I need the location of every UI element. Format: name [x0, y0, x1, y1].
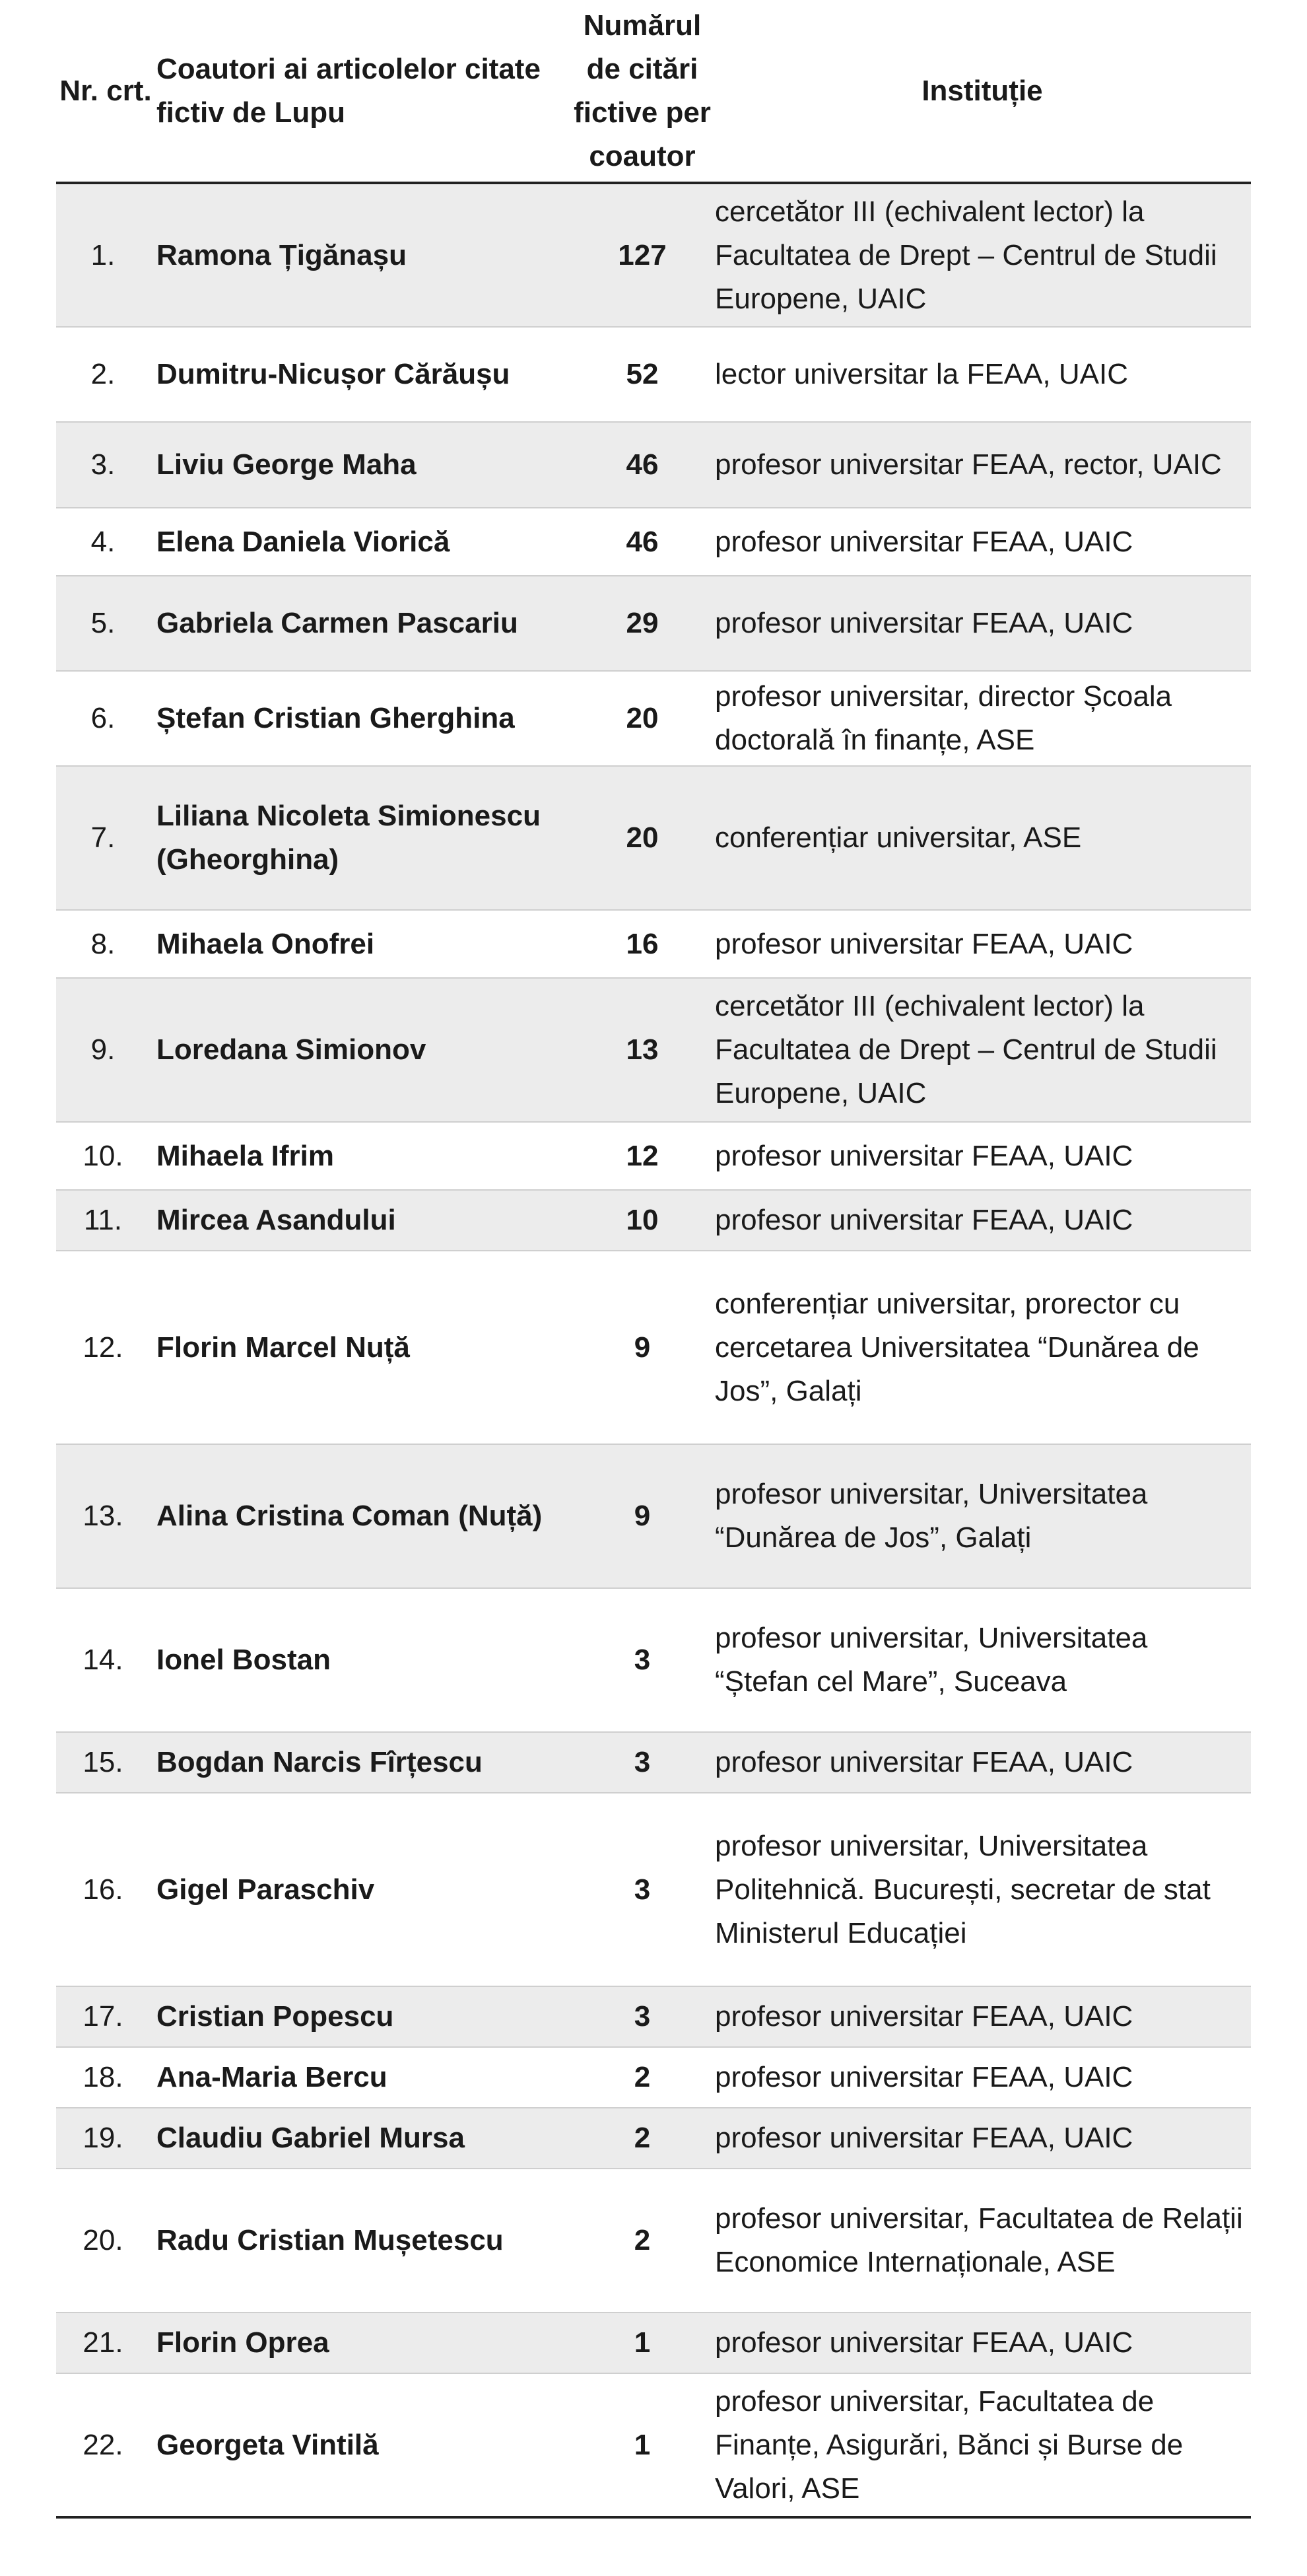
row-number: 11.	[56, 1190, 155, 1251]
table-row	[56, 1251, 1251, 1444]
table-row	[56, 2108, 1251, 2169]
institution-text: profesor universitar FEAA, UAIC	[714, 576, 1251, 671]
row-number: 7.	[56, 766, 155, 910]
institution-text: profesor universitar FEAA, UAIC	[714, 2313, 1251, 2373]
citation-count: 2	[571, 2047, 714, 2108]
row-number: 3.	[56, 422, 155, 508]
row-number: 8.	[56, 910, 155, 978]
row-number: 13.	[56, 1444, 155, 1588]
citation-count: 12	[571, 1122, 714, 1190]
institution-text: profesor universitar, Universitatea Politehnică. București, secretar de stat Ministerul Educației	[714, 1793, 1251, 1986]
row-number: 19.	[56, 2108, 155, 2169]
table-row	[56, 910, 1251, 978]
coauthor-name: Dumitru-Nicușor Cărăușu	[155, 327, 571, 422]
row-number: 12.	[56, 1251, 155, 1444]
institution-text: profesor universitar FEAA, rector, UAIC	[714, 422, 1251, 508]
citation-count: 46	[571, 422, 714, 508]
coauthor-name: Ștefan Cristian Gherghina	[155, 671, 571, 766]
institution-text: profesor universitar FEAA, UAIC	[714, 2108, 1251, 2169]
institution-text: profesor universitar FEAA, UAIC	[714, 1190, 1251, 1251]
table-header	[56, 0, 1251, 183]
header-row	[56, 0, 1251, 183]
row-number: 4.	[56, 508, 155, 576]
coauthor-name: Ramona Țigănașu	[155, 183, 571, 327]
citation-count: 29	[571, 576, 714, 671]
table-row	[56, 1190, 1251, 1251]
citation-count: 20	[571, 766, 714, 910]
coauthor-name: Ana-Maria Bercu	[155, 2047, 571, 2108]
row-number: 9.	[56, 978, 155, 1122]
header-institution: Instituție	[714, 0, 1251, 183]
institution-text: profesor universitar FEAA, UAIC	[714, 2047, 1251, 2108]
table-row	[56, 1986, 1251, 2047]
table-row	[56, 1732, 1251, 1793]
table-row	[56, 1122, 1251, 1190]
table-row	[56, 422, 1251, 508]
row-number: 1.	[56, 183, 155, 327]
institution-text: conferențiar universitar, prorector cu cercetarea Universitatea “Dunărea de Jos”, Galați	[714, 1251, 1251, 1444]
citation-count: 3	[571, 1588, 714, 1732]
table-row	[56, 183, 1251, 327]
coauthor-name: Ionel Bostan	[155, 1588, 571, 1732]
citation-count: 3	[571, 1793, 714, 1986]
citation-count: 20	[571, 671, 714, 766]
coauthor-name: Bogdan Narcis Fîrțescu	[155, 1732, 571, 1793]
coauthor-name: Gigel Paraschiv	[155, 1793, 571, 1986]
citation-count: 9	[571, 1251, 714, 1444]
institution-text: profesor universitar FEAA, UAIC	[714, 1986, 1251, 2047]
citation-count: 13	[571, 978, 714, 1122]
row-number: 15.	[56, 1732, 155, 1793]
institution-text: cercetător III (echivalent lector) la Facultatea de Drept – Centrul de Studii Europene, UAIC	[714, 978, 1251, 1122]
coauthors-table	[56, 0, 1251, 2519]
row-number: 17.	[56, 1986, 155, 2047]
table-row	[56, 327, 1251, 422]
table-row	[56, 671, 1251, 766]
row-number: 2.	[56, 327, 155, 422]
coauthor-name: Georgeta Vintilă	[155, 2373, 571, 2517]
table-row	[56, 2169, 1251, 2313]
institution-text: lector universitar la FEAA, UAIC	[714, 327, 1251, 422]
table-row	[56, 1588, 1251, 1732]
row-number: 14.	[56, 1588, 155, 1732]
citation-count: 46	[571, 508, 714, 576]
institution-text: profesor universitar, Facultatea de Relații Economice Internaționale, ASE	[714, 2169, 1251, 2313]
coauthor-name: Florin Oprea	[155, 2313, 571, 2373]
table-row	[56, 978, 1251, 1122]
row-number: 16.	[56, 1793, 155, 1986]
row-number: 21.	[56, 2313, 155, 2373]
institution-text: profesor universitar FEAA, UAIC	[714, 508, 1251, 576]
table-row	[56, 1444, 1251, 1588]
row-number: 6.	[56, 671, 155, 766]
citation-count: 3	[571, 1732, 714, 1793]
citation-count: 3	[571, 1986, 714, 2047]
row-number: 20.	[56, 2169, 155, 2313]
coauthor-name: Florin Marcel Nuță	[155, 1251, 571, 1444]
coauthor-name: Claudiu Gabriel Mursa	[155, 2108, 571, 2169]
institution-text: profesor universitar, Universitatea “Dunărea de Jos”, Galați	[714, 1444, 1251, 1588]
table-row	[56, 766, 1251, 910]
citation-count: 1	[571, 2373, 714, 2517]
coauthor-name: Alina Cristina Coman (Nuță)	[155, 1444, 571, 1588]
header-name: Coautori ai articolelor citate fictiv de Lupu	[155, 0, 571, 183]
coauthor-name: Liviu George Maha	[155, 422, 571, 508]
table-row	[56, 508, 1251, 576]
coauthor-name: Liliana Nicoleta Simionescu (Gheorghina)	[155, 766, 571, 910]
citation-count: 10	[571, 1190, 714, 1251]
table-row	[56, 576, 1251, 671]
institution-text: profesor universitar, director Școala doctorală în finanțe, ASE	[714, 671, 1251, 766]
institution-text: profesor universitar FEAA, UAIC	[714, 1122, 1251, 1190]
coauthor-name: Loredana Simionov	[155, 978, 571, 1122]
coauthor-name: Elena Daniela Viorică	[155, 508, 571, 576]
institution-text: profesor universitar FEAA, UAIC	[714, 910, 1251, 978]
header-citations: Numărul de citări fictive per coautor	[571, 0, 714, 183]
table-row	[56, 2047, 1251, 2108]
row-number: 22.	[56, 2373, 155, 2517]
table-row	[56, 2313, 1251, 2373]
institution-text: profesor universitar, Facultatea de Finanțe, Asigurări, Bănci și Burse de Valori, ASE	[714, 2373, 1251, 2517]
coauthor-name: Mihaela Onofrei	[155, 910, 571, 978]
header-nr: Nr. crt.	[56, 0, 155, 183]
institution-text: profesor universitar FEAA, UAIC	[714, 1732, 1251, 1793]
coauthor-name: Mircea Asandului	[155, 1190, 571, 1251]
citation-count: 2	[571, 2108, 714, 2169]
coauthor-name: Radu Cristian Mușetescu	[155, 2169, 571, 2313]
row-number: 18.	[56, 2047, 155, 2108]
citation-count: 127	[571, 183, 714, 327]
table-body	[56, 183, 1251, 2517]
citation-count: 2	[571, 2169, 714, 2313]
table-row	[56, 1793, 1251, 1986]
citation-count: 52	[571, 327, 714, 422]
row-number: 10.	[56, 1122, 155, 1190]
institution-text: conferențiar universitar, ASE	[714, 766, 1251, 910]
citation-count: 9	[571, 1444, 714, 1588]
institution-text: profesor universitar, Universitatea “Ștefan cel Mare”, Suceava	[714, 1588, 1251, 1732]
row-number: 5.	[56, 576, 155, 671]
coauthor-name: Cristian Popescu	[155, 1986, 571, 2047]
institution-text: cercetător III (echivalent lector) la Facultatea de Drept – Centrul de Studii Europene, UAIC	[714, 183, 1251, 327]
citation-count: 1	[571, 2313, 714, 2373]
citation-count: 16	[571, 910, 714, 978]
coauthor-name: Gabriela Carmen Pascariu	[155, 576, 571, 671]
table-row	[56, 2373, 1251, 2517]
coauthor-name: Mihaela Ifrim	[155, 1122, 571, 1190]
